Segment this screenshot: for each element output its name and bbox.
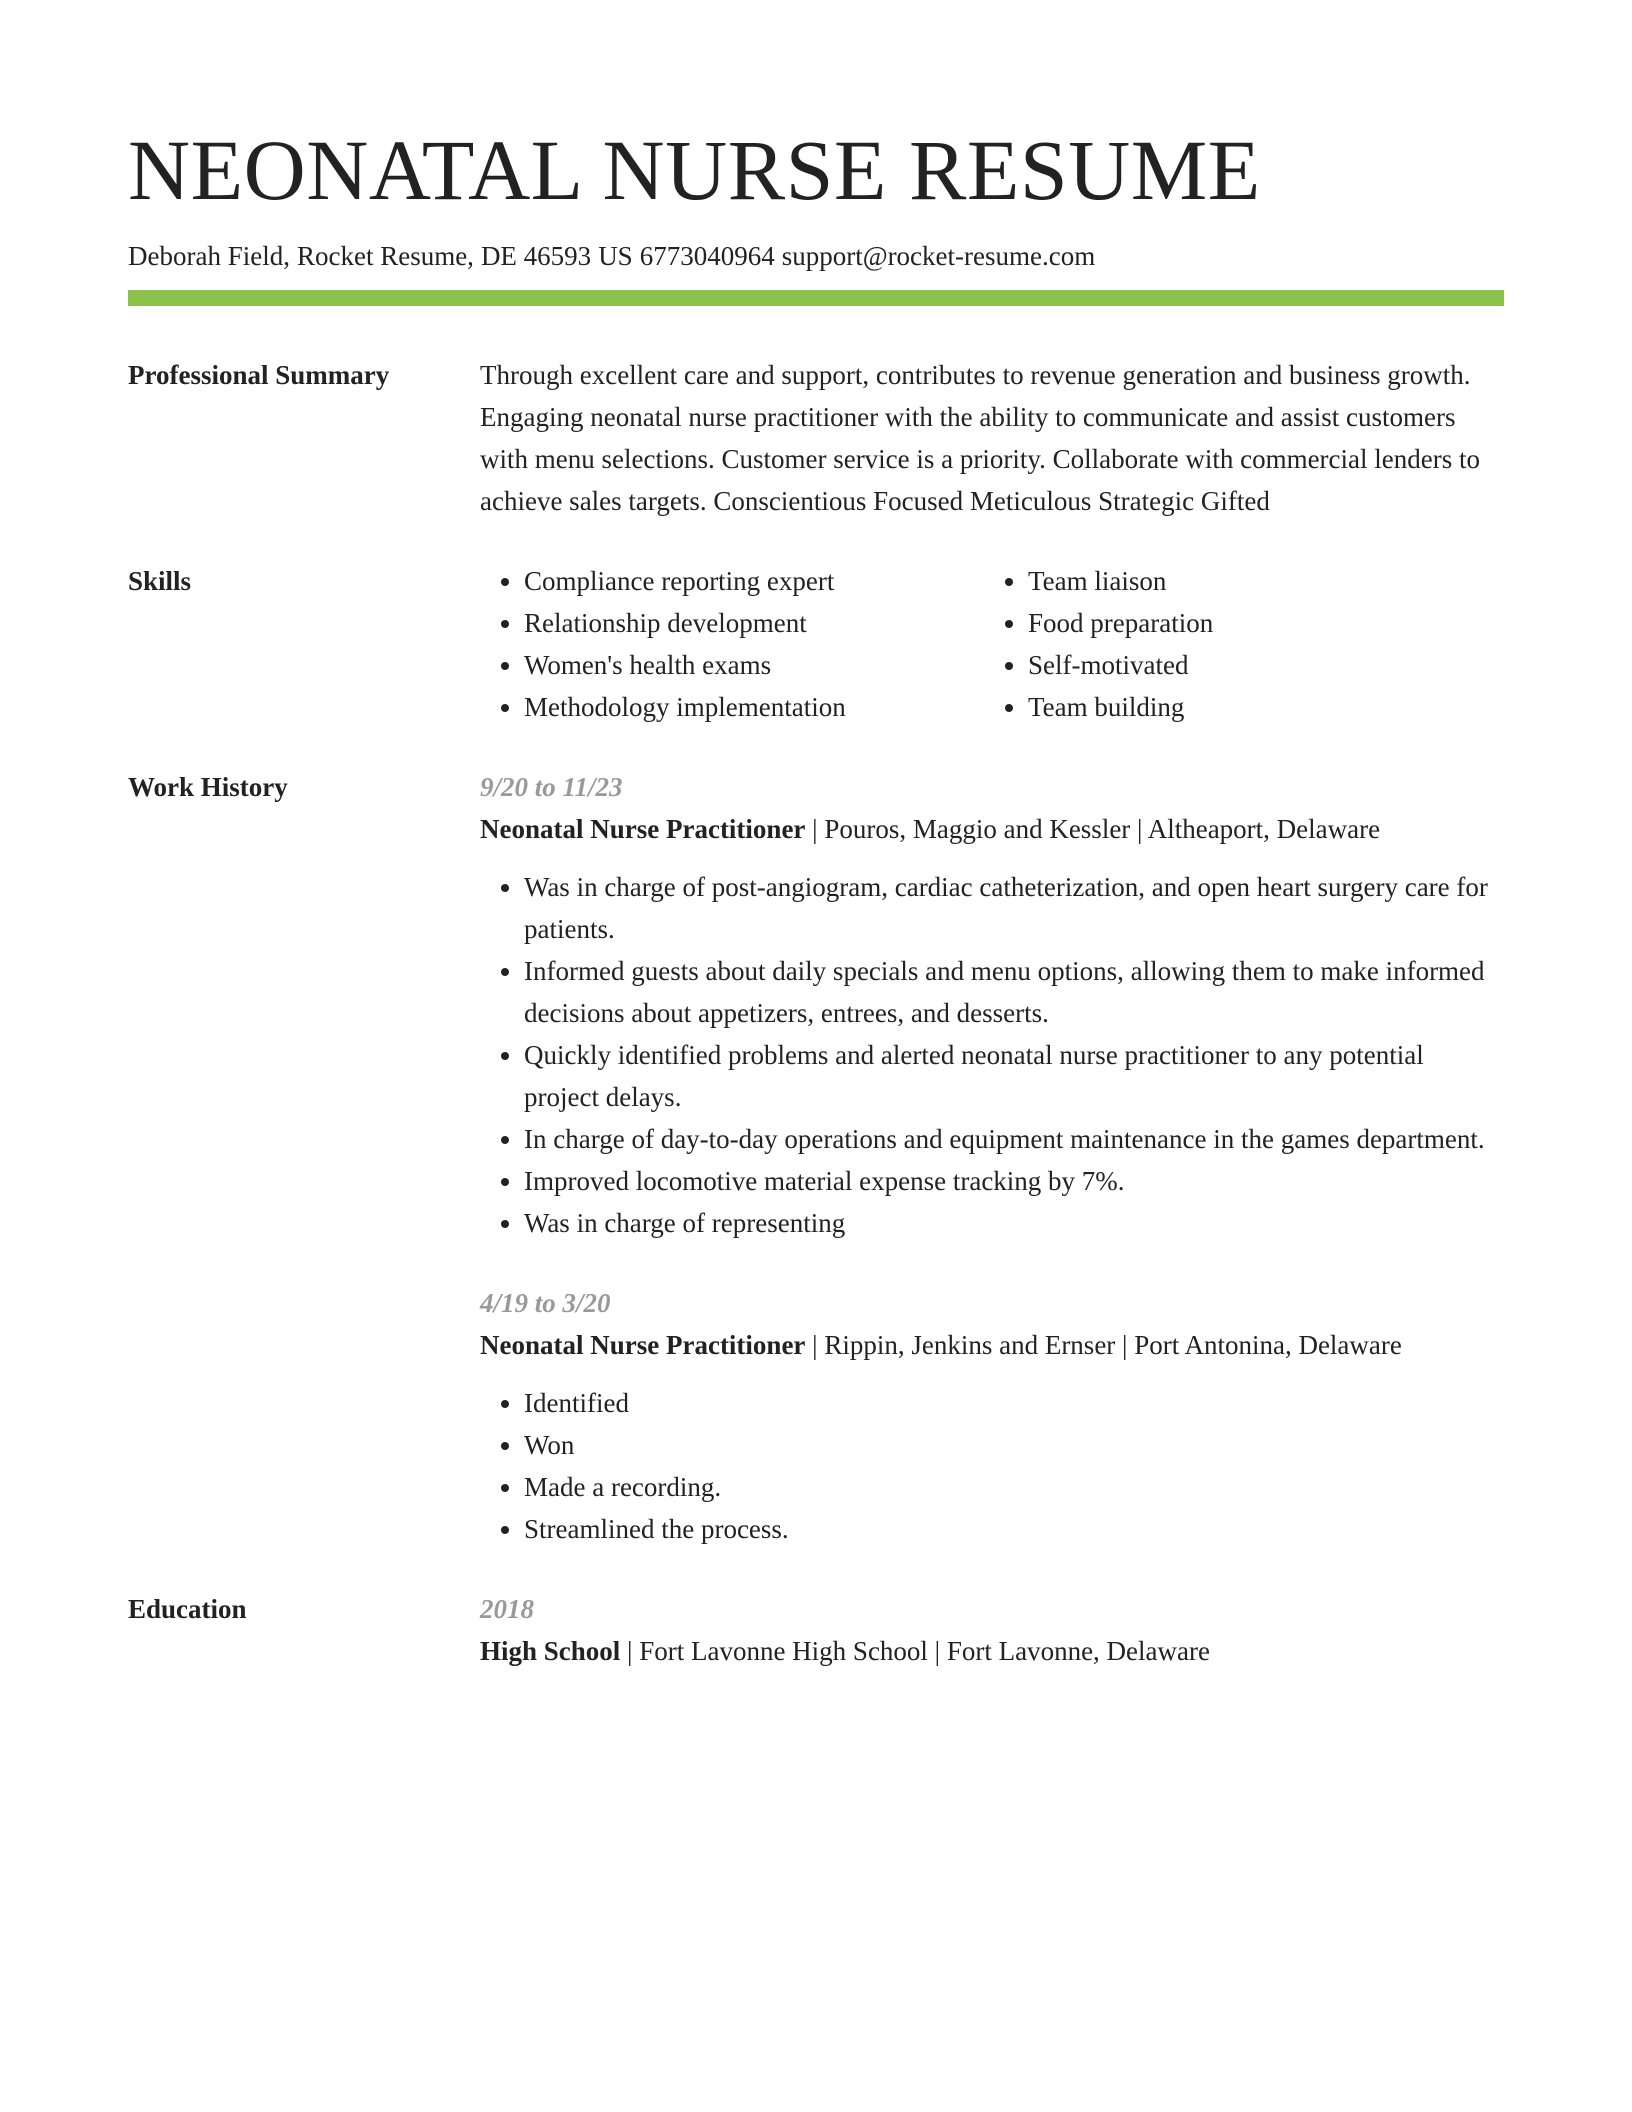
summary-label: Professional Summary [128, 360, 390, 390]
skill-item: • Self-motivated [1028, 644, 1488, 686]
education-dates: 2018 [480, 1594, 534, 1624]
job-details: | Rippin, Jenkins and Ernser | Port Antonina, Delaware [805, 1330, 1402, 1360]
skills-list-right [984, 560, 1488, 728]
job-role-line [480, 1324, 1504, 1366]
skills-section [128, 560, 1504, 728]
job-bullet: • Streamlined the process. [524, 1508, 1504, 1550]
skill-item: • Methodology implementation [524, 686, 984, 728]
job-bullets [480, 1382, 1504, 1550]
job-bullet: • Was in charge of representing [524, 1202, 1504, 1244]
contact-phone: 6773040964 [639, 241, 775, 271]
job-bullet: • Won [524, 1424, 1504, 1466]
education-line [480, 1630, 1504, 1672]
contact-name: Deborah Field, [128, 241, 290, 271]
job-bullet: • Informed guests about daily specials and menu options, allowing them to make informed decisions about appetizers, entrees, and desserts. [524, 950, 1504, 1034]
job-bullet: • In charge of day-to-day operations and equipment maintenance in the games department. [524, 1118, 1504, 1160]
contact-state-zip: DE 46593 [480, 241, 592, 271]
education-degree: High School [480, 1636, 621, 1666]
job-role-line [480, 808, 1504, 850]
accent-divider [128, 290, 1504, 306]
resume-title: NEONATAL NURSE RESUME [128, 122, 1261, 218]
job-entry [480, 766, 1504, 1244]
education-section [128, 1588, 1504, 1672]
summary-section [128, 354, 1504, 522]
skills-label: Skills [128, 566, 192, 596]
skill-item: • Compliance reporting expert [524, 560, 984, 602]
job-details: | Pouros, Maggio and Kessler | Altheaport, Delaware [805, 814, 1381, 844]
job-dates: 4/19 to 3/20 [480, 1288, 611, 1318]
job-bullet: • Identified [524, 1382, 1504, 1424]
contact-email: support@rocket-resume.com [781, 241, 1096, 271]
skill-item: • Women's health exams [524, 644, 984, 686]
job-dates: 9/20 to 11/23 [480, 772, 623, 802]
skills-list-left [480, 560, 984, 728]
contact-country: US [598, 241, 633, 271]
job-role: Neonatal Nurse Practitioner [480, 814, 806, 844]
job-bullet: • Made a recording. [524, 1466, 1504, 1508]
summary-text: Through excellent care and support, contributes to revenue generation and business growth. Engaging neonatal nurse practitioner with the ability to communicate and assist customers with menu selections. Customer service is a priority. Collaborate with commercial lenders to achieve sales targets. Conscientious Focused Meticulous Strategic Gifted [480, 360, 1480, 516]
job-role: Neonatal Nurse Practitioner [480, 1330, 806, 1360]
job-bullet: • Improved locomotive material expense tracking by 7%. [524, 1160, 1504, 1202]
skill-item: • Food preparation [1028, 602, 1488, 644]
skill-item: • Team building [1028, 686, 1488, 728]
job-entry [480, 1282, 1504, 1550]
job-bullets [480, 866, 1504, 1244]
education-label: Education [128, 1594, 247, 1624]
skill-item: • Team liaison [1028, 560, 1488, 602]
job-bullet: • Was in charge of post-angiogram, cardiac catheterization, and open heart surgery care for patients. [524, 866, 1504, 950]
contact-city: Rocket Resume, [296, 241, 474, 271]
contact-line [128, 238, 1504, 274]
work-history-section [128, 766, 1504, 1550]
skill-item: • Relationship development [524, 602, 984, 644]
education-details: | Fort Lavonne High School | Fort Lavonne, Delaware [620, 1636, 1210, 1666]
job-bullet: • Quickly identified problems and alerted neonatal nurse practitioner to any potential project delays. [524, 1034, 1504, 1118]
work-history-label: Work History [128, 772, 288, 802]
